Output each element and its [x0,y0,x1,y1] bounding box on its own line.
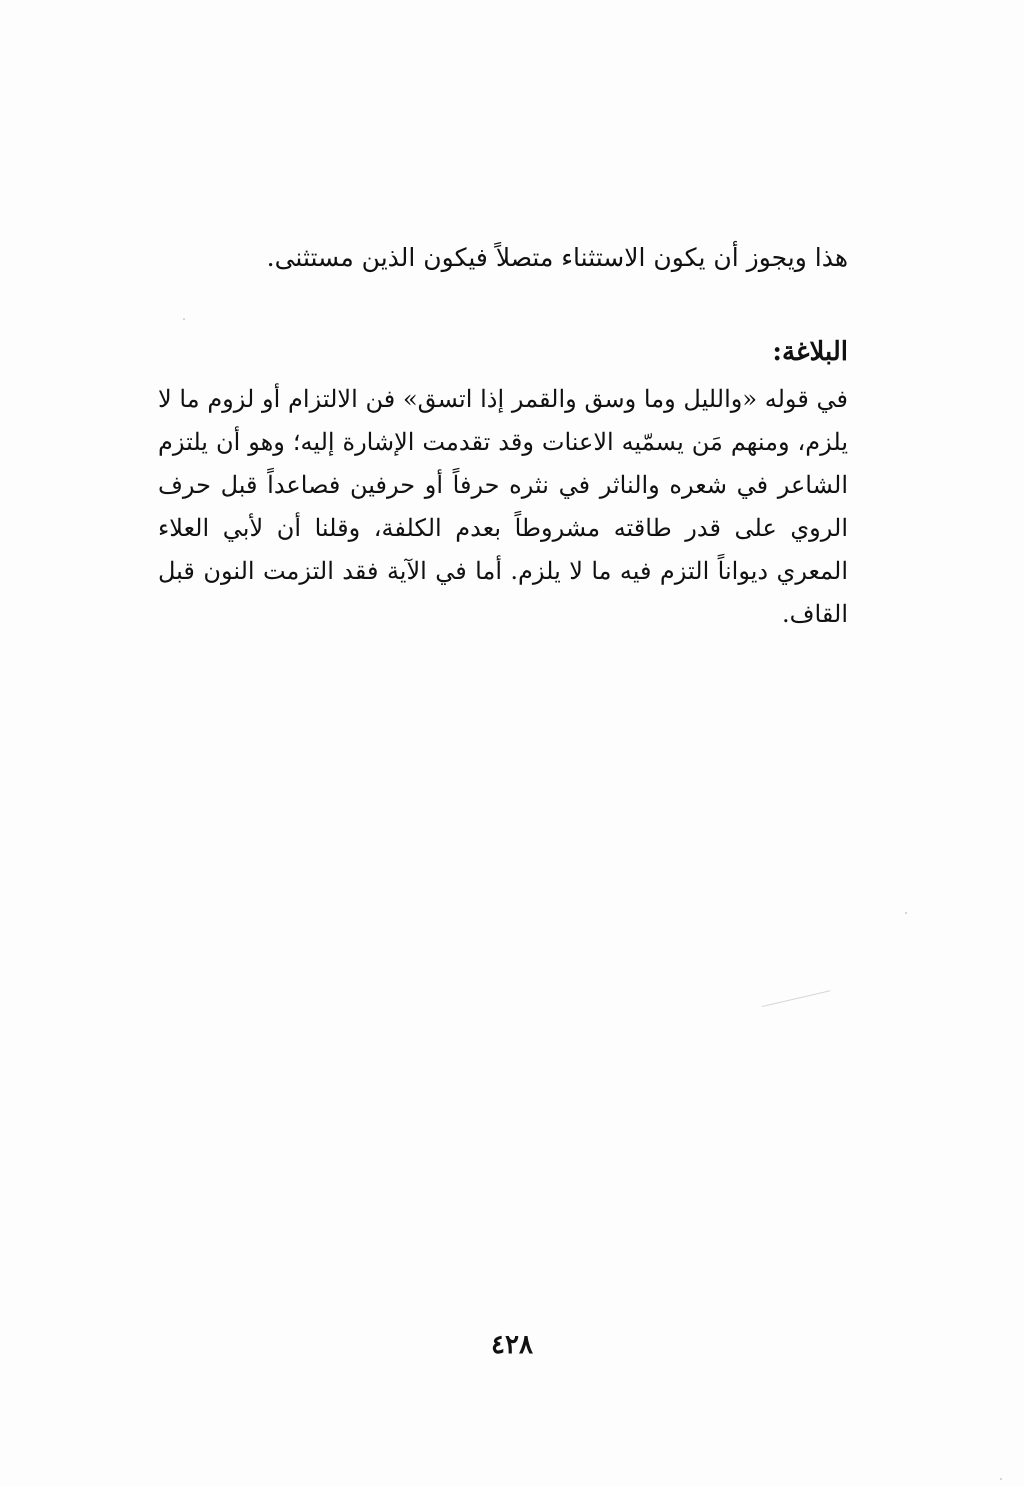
scan-speck [1000,1478,1002,1480]
page-number: ٤٢٨ [491,1330,533,1360]
scan-speck [183,318,185,320]
section-heading-balagha: البلاغة: [772,337,848,367]
scan-scratch [762,990,830,1007]
body-paragraph: في قوله «والليل وما وسق والقمر إذا اتسق» فن الالتزام أو لزوم ما لا يلزم، ومنهم مَن يسمّيه الاعنات وقد تقدمت الإشارة إليه؛ وهو أن يلتزم الشاعر في شعره والناثر في نثره حرفاً أو حرفين فصاعداً قبل حرف الروي على قدر طاقته مشروطاً بعدم الكلفة، وقلنا أن لأبي العلاء المعري ديواناً التزم فيه ما لا يلزم. أما في الآية فقد التزمت النون قبل القاف. [158,385,848,628]
scan-speck [905,912,907,914]
intro-sentence: هذا ويجوز أن يكون الاستثناء متصلاً فيكون الذين مستثنى. [266,243,848,272]
